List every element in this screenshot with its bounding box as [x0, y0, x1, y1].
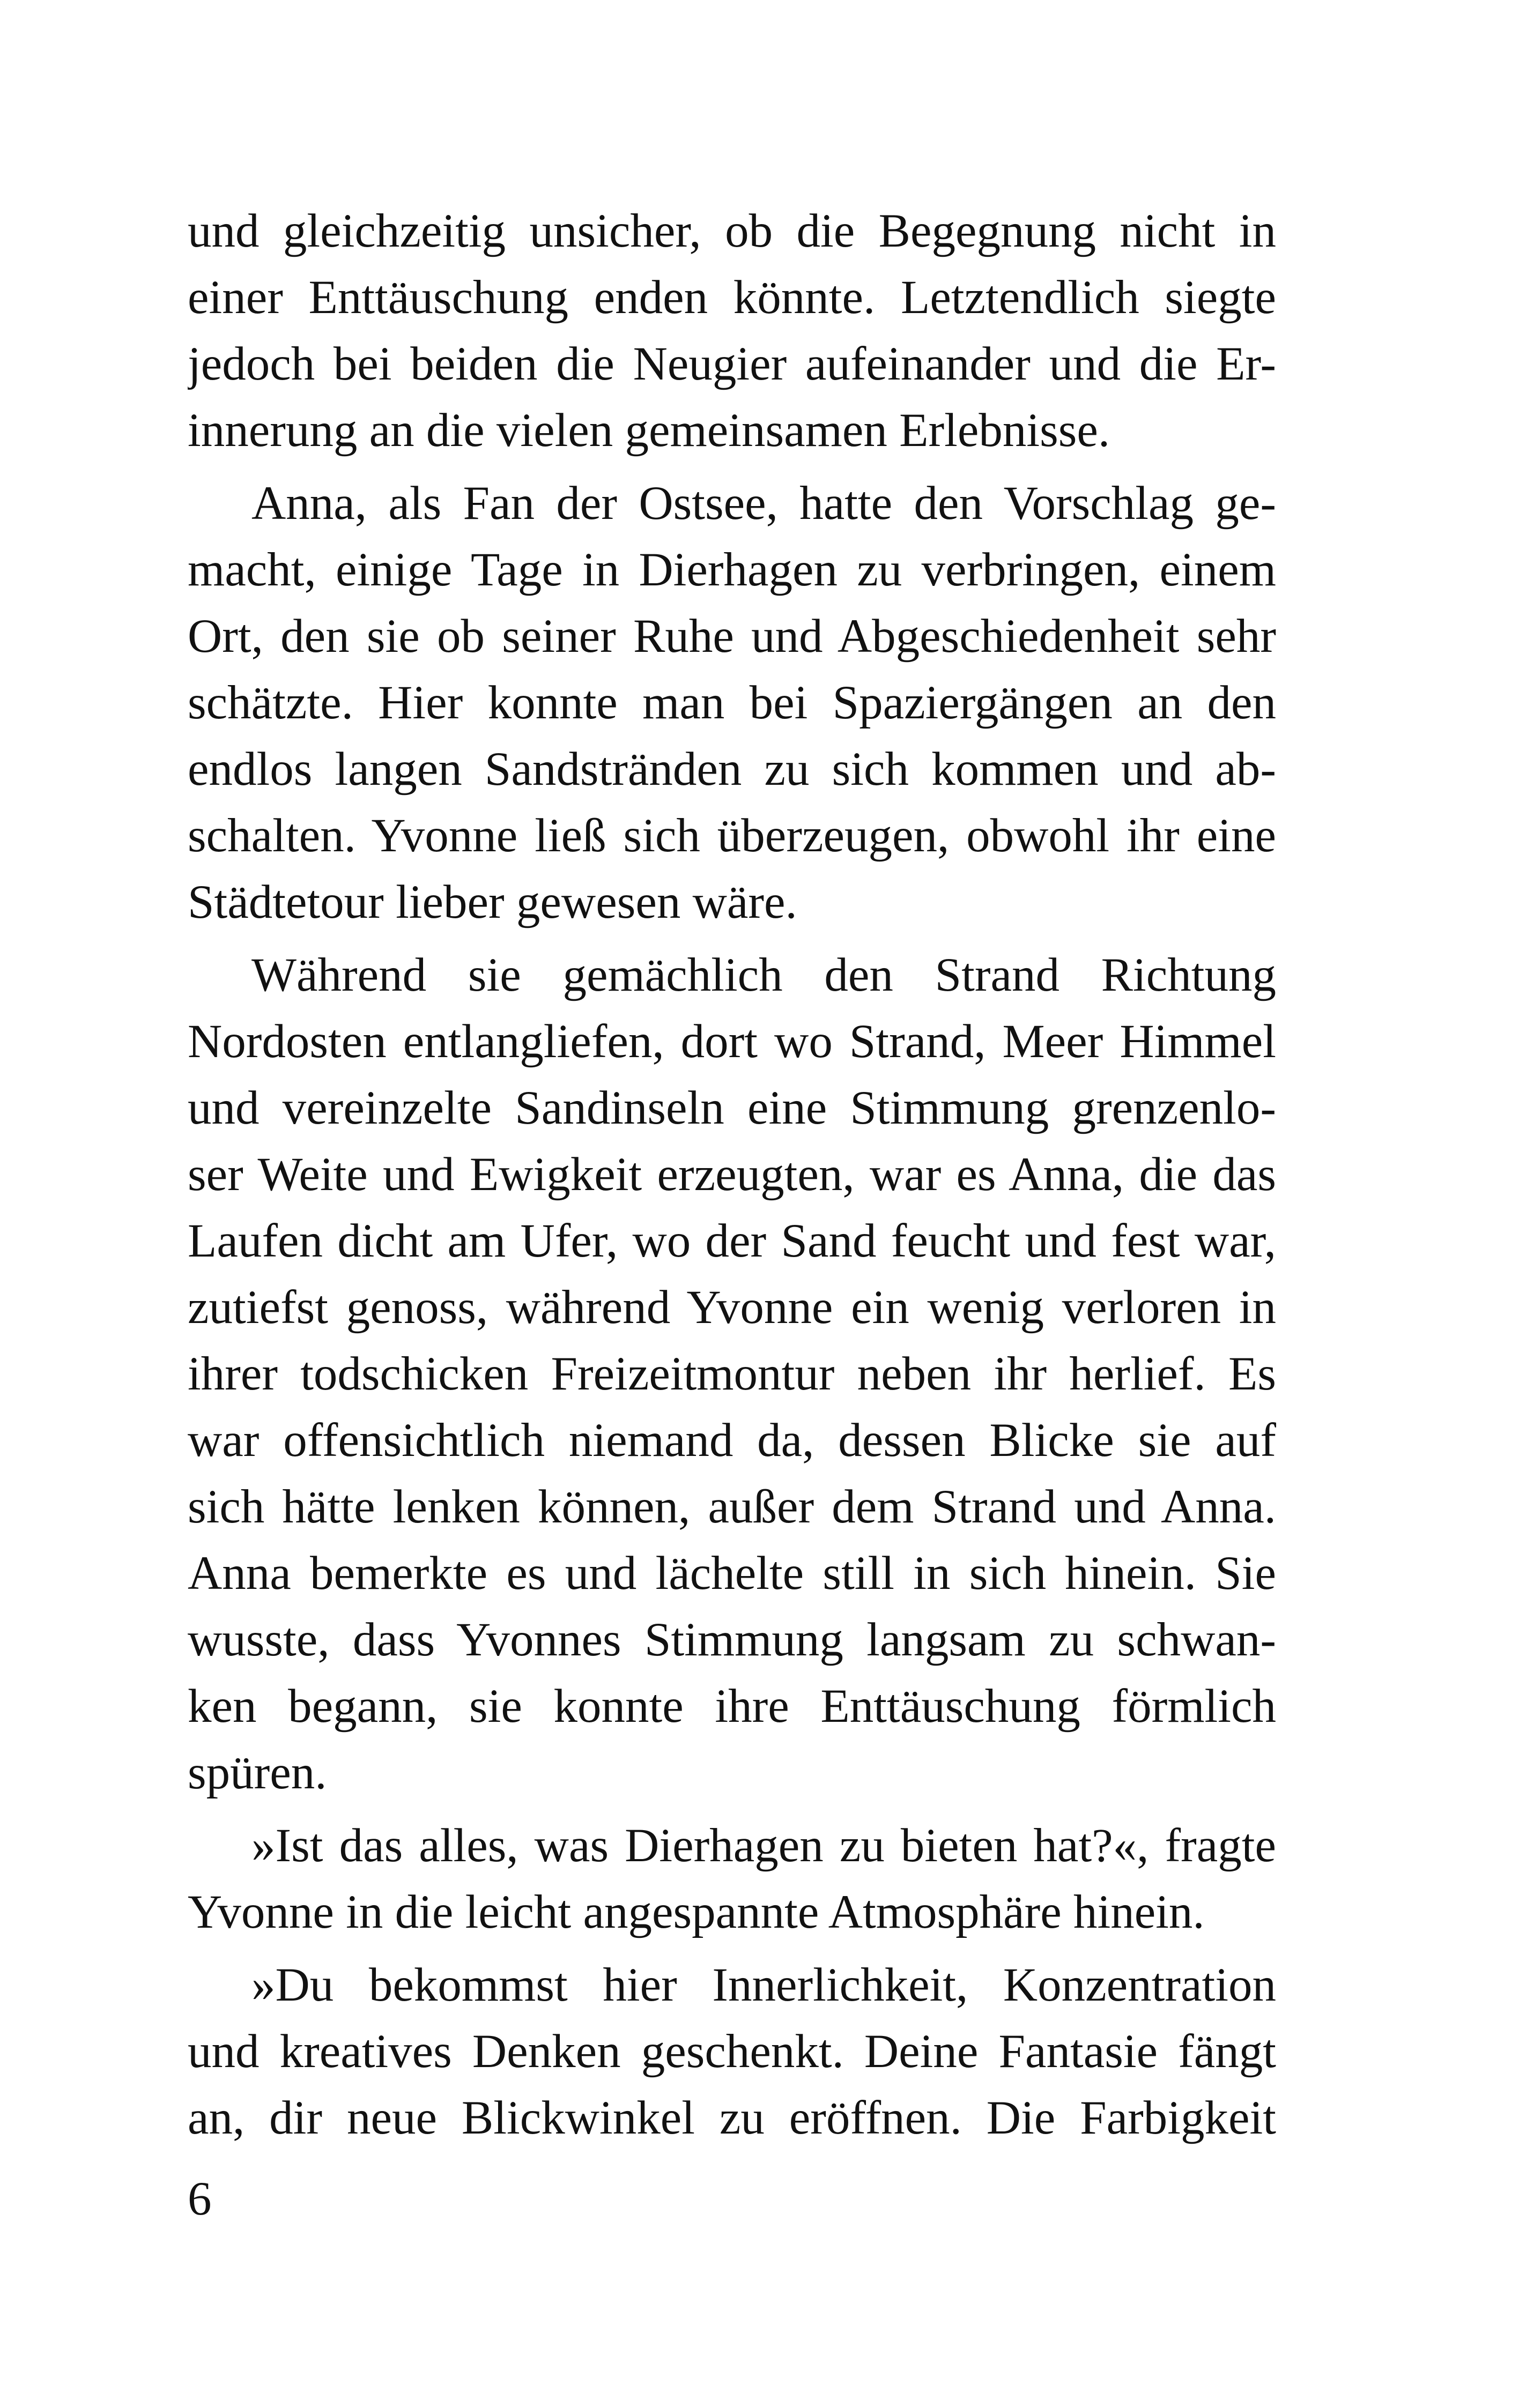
page-number: 6 — [188, 2173, 212, 2225]
paragraph — [188, 1952, 1276, 2151]
text-line: wusste, dass Yvonnes Stimmung langsam zu schwan- — [188, 1614, 1276, 1666]
paragraph — [188, 198, 1276, 464]
text-line: an, dir neue Blickwinkel zu eröffnen. Die Farbigkeit — [188, 2092, 1276, 2144]
text-line: zutiefst genoss, während Yvonne ein wenig verloren in — [188, 1281, 1276, 1334]
text-line: Anna, als Fan der Ostsee, hatte den Vorschlag ge- — [251, 477, 1276, 530]
text-line: jedoch bei beiden die Neugier aufeinander und die Er- — [188, 338, 1276, 390]
text-line: Während sie gemächlich den Strand Richtung — [251, 949, 1276, 1001]
text-line: endlos langen Sandstränden zu sich kommen und ab- — [188, 743, 1276, 796]
text-line: »Du bekommst hier Innerlichkeit, Konzentration — [251, 1959, 1276, 2011]
text-line: macht, einige Tage in Dierhagen zu verbringen, einem — [188, 544, 1276, 596]
text-line: schätzte. Hier konnte man bei Spaziergängen an den — [188, 677, 1276, 729]
text-line: ken begann, sie konnte ihre Enttäuschung förmlich — [188, 1680, 1276, 1733]
text-line: »Ist das alles, was Dierhagen zu bieten hat?«, fragte — [251, 1819, 1276, 1872]
text-line: einer Enttäuschung enden könnte. Letztendlich siegte — [188, 271, 1276, 324]
text-line: Yvonne in die leicht angespannte Atmosphäre hinein. — [188, 1886, 1205, 1938]
text-line: spüren. — [188, 1746, 327, 1799]
text-line: Ort, den sie ob seiner Ruhe und Abgeschiedenheit sehr — [188, 610, 1276, 663]
text-line: ser Weite und Ewigkeit erzeugten, war es Anna, die das — [188, 1148, 1276, 1201]
text-line: sich hätte lenken können, außer dem Strand und Anna. — [188, 1481, 1276, 1533]
text-line: war offensichtlich niemand da, dessen Blicke sie auf — [188, 1414, 1276, 1467]
paragraph — [188, 1812, 1276, 1945]
text-line: und vereinzelte Sandinseln eine Stimmung grenzenlo- — [188, 1082, 1276, 1134]
text-line: ihrer todschicken Freizeitmontur neben ihr herlief. Es — [188, 1348, 1276, 1400]
text-line: Nordosten entlangliefen, dort wo Strand, Meer Himmel — [188, 1015, 1276, 1068]
paragraph — [188, 942, 1276, 1806]
book-page-text — [188, 198, 1276, 2151]
text-line: und kreatives Denken geschenkt. Deine Fantasie fängt — [188, 2025, 1276, 2078]
text-line: und gleichzeitig unsicher, ob die Begegnung nicht in — [188, 205, 1276, 257]
text-line: Anna bemerkte es und lächelte still in sich hinein. Sie — [188, 1547, 1276, 1600]
paragraph — [188, 470, 1276, 935]
text-line: innerung an die vielen gemeinsamen Erlebnisse. — [188, 404, 1110, 457]
text-line: schalten. Yvonne ließ sich überzeugen, obwohl ihr eine — [188, 809, 1276, 862]
text-line: Laufen dicht am Ufer, wo der Sand feucht und fest war, — [188, 1215, 1276, 1267]
text-line: Städtetour lieber gewesen wäre. — [188, 876, 797, 928]
